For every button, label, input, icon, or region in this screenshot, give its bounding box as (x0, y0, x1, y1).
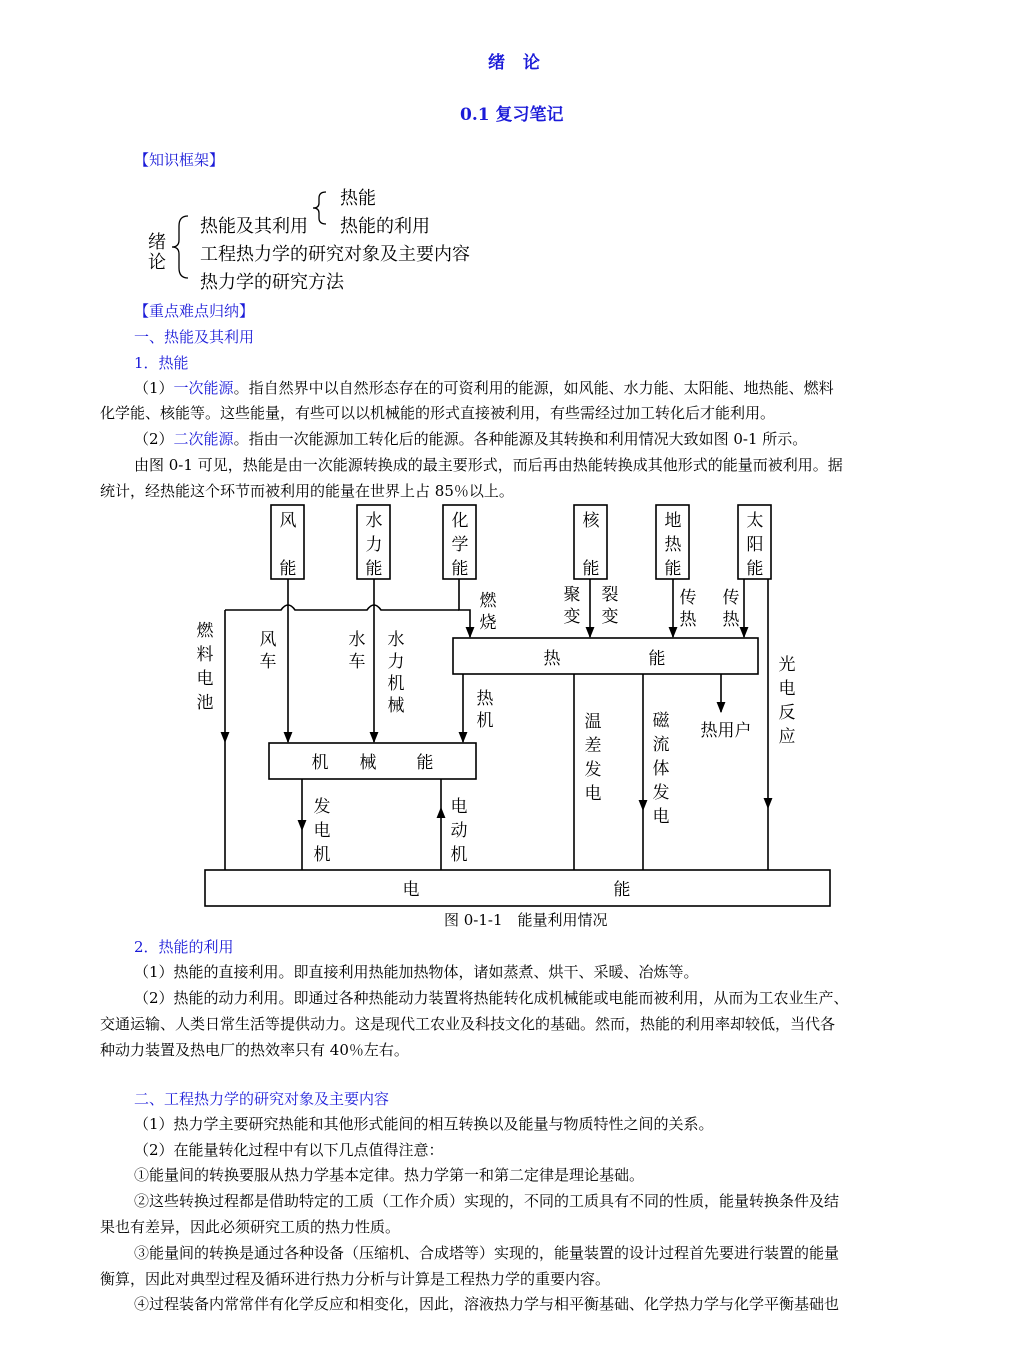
label-generator: 发 (313, 797, 331, 817)
label-conduction: 传 (679, 588, 697, 608)
label-photoelectric: 光 (778, 655, 796, 675)
sec1-sub2-heading: 2．热能的利用 (134, 938, 234, 956)
paragraph-primary-energy-line2: 化学能、核能等。这些能量，有些可以以机械能的形式直接被利用，有些需经过加工转化后才能利用。 (100, 404, 776, 422)
framework-heading: 【知识框架】 (134, 151, 225, 169)
label-thermoelectric: 电 (584, 784, 602, 804)
label-fission: 裂 (601, 585, 619, 605)
label-heat-engine: 热 (476, 689, 494, 709)
framework-item-1: 热能及其利用 (200, 216, 308, 237)
source-hydro-char: 水 (365, 511, 383, 531)
label-motor: 机 (450, 845, 468, 865)
label-mhd: 发 (652, 783, 670, 803)
paragraph-power-use-line1: （2）热能的动力利用。即通过各种热能动力装置将热能转化成机械能或电能而被利用，从而为工农业生产、 (134, 989, 849, 1007)
p1-line1: 。指自然界中以自然形态存在的可资利用的能源，如风能、水力能、太阳能、地热能、燃料 (233, 379, 834, 397)
label-fuel-cell: 燃 (196, 621, 214, 641)
source-labels (280, 511, 764, 579)
label-motor: 动 (450, 821, 468, 841)
framework-root-char-2: 论 (148, 252, 166, 273)
label-mhd: 磁 (652, 711, 670, 731)
section-title: 0.1 复习笔记 (460, 105, 564, 125)
source-nuclear-char: 能 (582, 559, 600, 579)
source-chemical-char: 能 (451, 559, 469, 579)
label-mhd: 电 (652, 807, 670, 827)
paragraph-power-use-line2: 交通运输、人类日常生活等提供动力。这是现代工农业及科技文化的基础。然而，热能的利用率却较低，当代各 (100, 1015, 836, 1033)
label-fuel-cell: 池 (196, 693, 214, 713)
source-geothermal-char: 能 (664, 559, 682, 579)
label-fuel-cell: 电 (196, 669, 214, 689)
label-hydro-machine: 力 (387, 652, 405, 672)
sec1-sub1-heading: 1．热能 (134, 354, 189, 372)
chapter-title: 绪 论 (488, 53, 540, 73)
label-fission: 变 (601, 607, 619, 627)
p2-text: 。指由一次能源加工转化后的能源。各种能源及其转换和利用情况大致如图 0-1 所示。 (233, 430, 808, 448)
term-secondary-energy: 二次能源 (173, 430, 234, 448)
p2-prefix: （2） (134, 430, 174, 448)
source-wind-char: 能 (279, 559, 297, 579)
label-thermoelectric: 差 (584, 736, 602, 756)
figure-caption: 图 0-1-1 能量利用情况 (444, 911, 608, 929)
source-nuclear-char: 核 (582, 511, 600, 531)
label-waterwheel: 车 (348, 652, 366, 672)
source-chemical-char: 化 (451, 511, 469, 531)
label-conduction: 传 (722, 588, 740, 608)
label-waterwheel: 水 (348, 630, 366, 650)
paragraph-power-use-line3: 种动力装置及热电厂的热效率只有 40％左右。 (100, 1041, 409, 1059)
source-geothermal-char: 地 (664, 511, 682, 531)
sec2-heading: 二、工程热力学的研究对象及主要内容 (134, 1090, 390, 1108)
label-heat-engine: 机 (476, 711, 494, 731)
p1-prefix: （1） (134, 379, 174, 397)
electric-box-label: 电 (402, 880, 420, 900)
sec2-p4-line2: 果也有差异，因此必须研究工质的热力性质。 (100, 1218, 401, 1236)
label-fusion: 聚 (563, 585, 581, 605)
combustion-line (459, 579, 470, 637)
heat-box-label: 能 (648, 649, 666, 669)
label-heat-user: 热用户 (700, 721, 752, 741)
paragraph-fig-intro-line2: 统计，经热能这个环节而被利用的能量在世界上占 85％以上。 (100, 482, 514, 500)
label-motor: 电 (450, 797, 468, 817)
sec2-p4-line1: ②这些转换过程都是借助特定的工质（工作介质）实现的，不同的工质具有不同的性质，能量转换条件及结 (134, 1192, 840, 1210)
label-hydro-machine: 机 (387, 674, 405, 694)
source-geothermal-char: 热 (664, 535, 682, 555)
label-generator: 电 (313, 821, 331, 841)
label-generator: 机 (313, 845, 331, 865)
paragraph-direct-use: （1）热能的直接利用。即直接利用热能加热物体，诸如蒸煮、烘干、采暖、冶炼等。 (134, 963, 699, 981)
label-combustion: 烧 (479, 613, 497, 633)
framework-item-2: 工程热力学的研究对象及主要内容 (200, 244, 470, 265)
paragraph-fig-intro-line1: 由图 0-1 可见，热能是由一次能源转换成的最主要形式，而后再由热能转换成其他形式的能量而被利用。据 (134, 456, 843, 474)
label-conduction: 热 (722, 610, 740, 630)
label-combustion: 燃 (479, 591, 497, 611)
sec2-p5-line2: 衡算，因此对典型过程及循环进行热力分析与计算是工程热力学的重要内容。 (100, 1270, 611, 1288)
label-windmill: 车 (259, 652, 277, 672)
source-chemical-char: 学 (451, 535, 469, 555)
label-fuel-cell: 料 (196, 645, 214, 665)
source-hydro-char: 力 (365, 535, 383, 555)
framework-item-3: 热力学的研究方法 (200, 272, 344, 293)
mechanical-box-label: 能 (416, 753, 434, 773)
keypoints-heading: 【重点难点归纳】 (134, 302, 255, 320)
sec2-p6: ④过程装备内常常伴有化学反应和相变化，因此，溶液热力学与相平衡基础、化学热力学与化学平衡基础也 (134, 1295, 840, 1313)
label-windmill: 风 (259, 630, 277, 650)
sec2-p5-line1: ③能量间的转换是通过各种设备（压缩机、合成塔等）实现的，能量装置的设计过程首先要进行装置的能量 (134, 1244, 840, 1262)
fuel-distribution-line (225, 605, 459, 610)
source-solar-char: 能 (746, 559, 764, 579)
label-fusion: 变 (563, 607, 581, 627)
label-mhd: 流 (652, 735, 670, 755)
framework-item-1-sub-1: 热能 (340, 188, 376, 209)
mechanical-box-label: 械 (359, 753, 377, 773)
heat-box-label: 热 (543, 649, 561, 669)
sec2-p1: （1）热力学主要研究热能和其他形式能间的相互转换以及能量与物质特性之间的关系。 (134, 1115, 714, 1133)
electric-box-label: 能 (613, 880, 631, 900)
framework-item-1-sub-2: 热能的利用 (340, 216, 430, 237)
label-thermoelectric: 温 (584, 712, 602, 732)
label-hydro-machine: 水 (387, 630, 405, 650)
sec1-heading: 一、热能及其利用 (134, 328, 255, 346)
label-conduction: 热 (679, 610, 697, 630)
label-hydro-machine: 械 (387, 696, 405, 716)
source-solar-char: 太 (746, 511, 764, 531)
electric-energy-box (205, 870, 830, 906)
source-wind-char: 风 (279, 511, 297, 531)
label-photoelectric: 应 (778, 727, 796, 747)
source-solar-char: 阳 (746, 535, 764, 555)
mechanical-box-label: 机 (311, 753, 329, 773)
label-photoelectric: 反 (778, 703, 796, 723)
label-mhd: 体 (652, 759, 670, 779)
sec2-p2: （2）在能量转化过程中有以下几点值得注意： (134, 1141, 444, 1159)
label-photoelectric: 电 (778, 679, 796, 699)
sec2-p3: ①能量间的转换要服从热力学基本定律。热力学第一和第二定律是理论基础。 (134, 1166, 645, 1184)
heat-energy-box (453, 638, 758, 674)
source-hydro-char: 能 (365, 559, 383, 579)
framework-root-char-1: 绪 (148, 232, 166, 253)
label-thermoelectric: 发 (584, 760, 602, 780)
term-primary-energy: 一次能源 (173, 379, 234, 397)
